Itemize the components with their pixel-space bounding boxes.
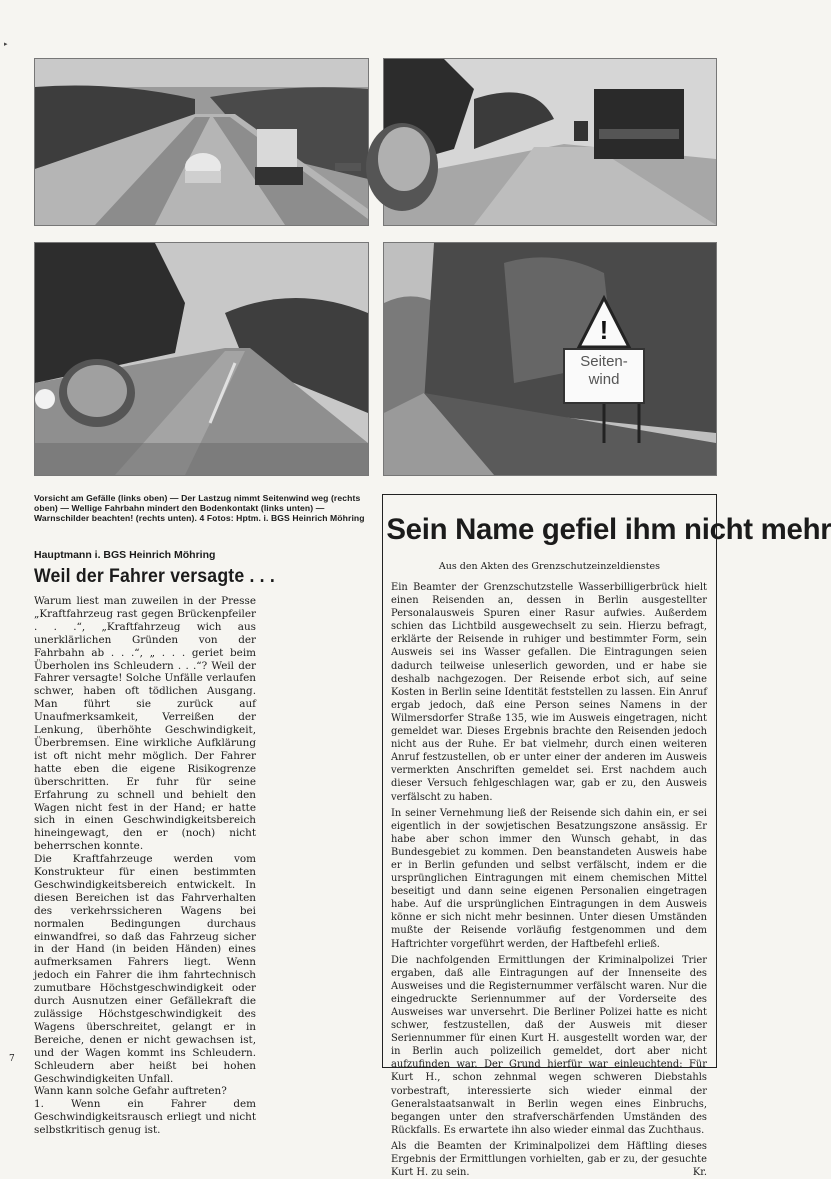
photo-truck-crosswind — [383, 58, 717, 226]
right-paragraph: In seiner Vernehmung ließ der Reisende sich dahin ein, er sei eigentlich in der sowjetischen Besatzungszone ansässig. Er habe aber schon immer den Wunsch gehabt, in das Bundesgebiet zu kommen. Den beanstandeten Ausweis habe er in Berlin gefunden und selbst verfälscht, indem er die ursprünglichen Eintragungen mit einem chemischen Mittel beseitigt und dann seine eigenen Personalien eingetragen habe. Auf die ursprünglichen Eintragungen in dem Ausweis könne er sich nicht mehr besinnen. Unter diesen Umständen mußte der Reisende vorläufig festgenommen und dem Haftrichter vorgeführt werden, der Haftbefehl erließ. — [391, 807, 707, 950]
photo-warning-sign — [383, 242, 717, 476]
sign-line-1: Seiten- — [580, 353, 628, 370]
sign-line-2: wind — [588, 371, 620, 388]
right-article-body — [391, 581, 707, 1179]
author-initials: Kr. — [692, 1167, 707, 1179]
left-paragraph: Warum liest man zuweilen in der Presse „Kraftfahrzeug rast gegen Brückenpfeiler . . .“, „Kraftfahrzeug wich aus unerklärlichen Gründen von der Fahrbahn ab . . .“, „ . . . geriet beim Überholen ins Schleudern . . .“? Weil der Fahrer versagte! Solche Unfälle verlaufen schwer, haben oft tödlichen Ausgang. Man führt sie zurück auf Unaufmerksamkeit, Verreißen der Lenkung, überhöhte Geschwindigkeit, Überbremsen. Eine wirkliche Aufklärung ist oft nicht mehr möglich. Der Fahrer hatte eben die eigene Risikogrenze überschritten. Er fuhr für seine Erfahrung zu schnell und behielt den Wagen nicht fest in der Hand; er hatte sich in einen Geschwindigkeitsbereich hineingewagt, den er (noch) nicht beherrschen konnte. — [34, 595, 256, 853]
right-article-title: Sein Name gefiel ihm nicht mehr — [386, 513, 831, 546]
left-article-title: Weil der Fahrer versagte . . . — [34, 566, 275, 587]
page-number: 7 — [9, 1054, 15, 1064]
left-paragraph: Die Kraftfahrzeuge werden vom Konstrukteur für einen bestimmten Geschwindigkeitsbereich entwickelt. In diesen Bereichen ist das Fahrverhalten des verkehrssicheren Wagens bei normalen Bedingungen durchaus einwandfrei, so daß das Fahrzeug sicher in der Hand (in beiden Händen) eines aufmerksamen Fahrers liegt. Wenn jedoch ein Fahrer die ihm fahrtechnisch zumutbare Höchstgeschwindigkeit oder durch Ausnutzen einer Gefällekraft die zulässige Höchstgeschwindigkeit des Wagens überschreitet, gelangt er in Bereiche, denen er nicht gewachsen ist, und der Wagen kommt ins Schleudern. Schleudern aber heißt bei hohen Geschwindigkeiten Unfall. — [34, 853, 256, 1085]
right-paragraph — [391, 1140, 707, 1179]
right-article-subtitle: Aus den Akten des Grenzschutzeinzeldienstes — [438, 561, 661, 572]
warning-sign-text — [564, 353, 644, 389]
left-paragraph: Wann kann solche Gefahr auftreten? — [34, 1085, 227, 1098]
right-paragraph-last: Als die Beamten der Kriminalpolizei dem Häftling dieses Ergebnis der Ermittlungen vorhielten, gab er zu, der gesuchte Kurt H. zu sein. — [391, 1140, 707, 1179]
right-article-box — [382, 494, 831, 1179]
photo-wavy-road — [34, 242, 369, 476]
right-paragraph: Die nachfolgenden Ermittlungen der Kriminalpolizei Trier ergaben, daß alle Eintragungen auf der Innenseite des Ausweises und die Registernummer verfälscht waren. Nur die eingedruckte Seriennummer auf der Vorderseite des Ausweises war unversehrt. Die Berliner Polizei hatte es nicht schwer, festzustellen, daß der Ausweis mit dieser Seriennummer für einen Kurt H. ausgestellt worden war, der in Berlin auch polizeilich gemeldet, dort aber nicht aufzufinden war. Der Grund hierfür war einleuchtend: Für Kurt H., schon zehnmal wegen schweren Diebstahls vorbestraft, interessierte sich wieder einmal der Generalstaatsanwalt in Berlin wegen eines Einbruchs, begangen unter den strafverschärfenden Umständen des Rückfalls. Es erwartete ihn also wieder einmal das Zuchthaus. — [391, 954, 707, 1136]
left-article-author: Hauptmann i. BGS Heinrich Möhring — [34, 549, 216, 561]
right-paragraph: Ein Beamter der Grenzschutzstelle Wasserbilligerbrück hielt einen Reisenden an, dessen in Berlin ausgestellter Personalausweis Spuren einer Rasur aufwies. Außerdem schien das Lichtbild ausgewechselt zu sein. Hierzu befragt, erklärte der Reisende in ruhiger und bestimmter Form, sein Ausweis sei ins Wasser gefallen. Die Eintragungen seien dadurch teilweise unleserlich geworden, und er habe sie deshalb nachgezogen. Der Reisende erbot sich, auf seine Kosten in Berlin seine Identität feststellen zu lassen. Ein Anruf ergab jedoch, daß eine Person seines Namens in der Wilmersdorfer Straße 135, wie im Ausweis eingetragen, nicht gemeldet war. Dieses Ergebnis brachte den Reisenden jedoch nicht aus der Ruhe. Er bat vielmehr, durch einen weiteren Anruf festzustellen, ob er unter einer der anderen im Ausweis vermerkten Anschriften gemeldet sei. Erst nachdem auch dieser Versuch fehlgeschlagen war, gab er zu, den Ausweis verfälscht zu haben. — [391, 582, 707, 803]
margin-mark: ▸ — [4, 40, 8, 48]
photo-caption: Vorsicht am Gefälle (links oben) — Der Lastzug nimmt Seitenwind weg (rechts oben) — Wellige Fahrbahn mindert den Bodenkontakt (links unten) — Warnschilder beachten! (rechts unten). 4 Fotos: Hptm. i. BGS Heinrich Möhring — [34, 493, 365, 524]
left-paragraph: 1. Wenn ein Fahrer dem Geschwindigkeitsrausch erliegt und nicht selbstkritisch genug ist. — [34, 1098, 256, 1137]
left-article-body — [34, 595, 256, 1137]
photo-downhill-highway — [34, 58, 369, 226]
svg-text:!: ! — [599, 315, 609, 345]
